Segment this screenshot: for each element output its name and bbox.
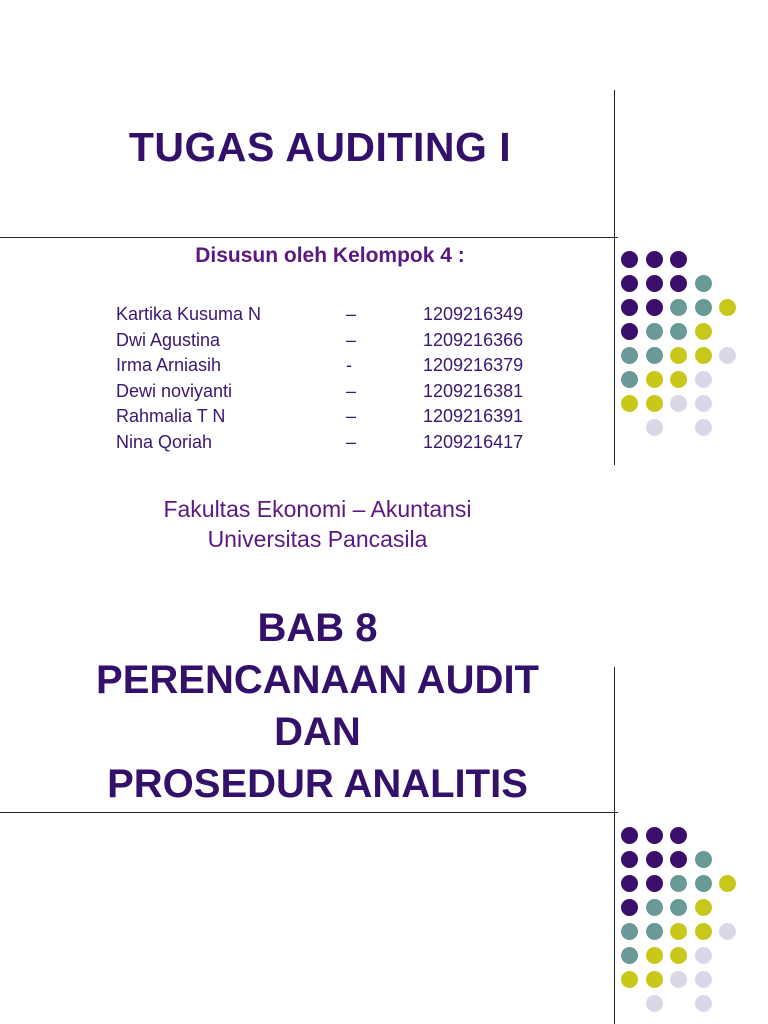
decorative-dot (670, 875, 687, 892)
decorative-dot (695, 395, 712, 412)
chapter-title (40, 602, 595, 810)
decorative-dot (670, 899, 687, 916)
member-name: Irma Arniasih (116, 355, 222, 375)
decorative-dot (670, 851, 687, 868)
decorative-dot (670, 299, 687, 316)
university-name: Universitas Pancasila (207, 526, 428, 552)
decorative-dot (646, 827, 663, 844)
decorative-dot (621, 275, 638, 292)
decorative-dot (646, 251, 663, 268)
vertical-divider (614, 90, 615, 465)
member-name: Dwi Agustina (116, 329, 221, 350)
decorative-dot (646, 371, 663, 388)
decorative-dot (646, 971, 663, 988)
decorative-dot (646, 995, 663, 1012)
decorative-dot (670, 395, 687, 412)
decorative-dot (695, 419, 712, 436)
group-subtitle: Disusun oleh Kelompok 4 : (195, 244, 465, 267)
decorative-dot (621, 947, 638, 964)
decorative-dot (695, 323, 712, 340)
decorative-dot (646, 875, 663, 892)
assignment-title: TUGAS AUDITING I (128, 124, 512, 170)
decorative-dot (670, 371, 687, 388)
decorative-dot (621, 971, 638, 988)
decorative-dot (670, 347, 687, 364)
decorative-dot (646, 395, 663, 412)
member-name: Kartika Kusuma N (116, 304, 262, 324)
decorative-dot (621, 827, 638, 844)
member-id: 1209216417 (423, 431, 524, 452)
member-id: 1209216379 (423, 355, 524, 375)
decorative-dot (719, 299, 736, 316)
horizontal-divider (0, 237, 618, 238)
decorative-dot (621, 371, 638, 388)
member-separator: – (346, 406, 357, 426)
decorative-dot (670, 947, 687, 964)
decorative-dot (695, 995, 712, 1012)
member-id: 1209216391 (423, 406, 524, 426)
decorative-dot (695, 923, 712, 940)
decorative-dot (695, 947, 712, 964)
decorative-dot (670, 323, 687, 340)
chapter-title-line: DAN (274, 710, 361, 754)
chapter-title-line: PROSEDUR ANALITIS (107, 762, 528, 806)
vertical-divider (614, 667, 615, 1024)
decorative-dot (621, 251, 638, 268)
decorative-dot (621, 875, 638, 892)
decorative-dot (670, 827, 687, 844)
decorative-dot (646, 899, 663, 916)
decorative-dot (646, 851, 663, 868)
decorative-dot (621, 299, 638, 316)
member-separator: – (346, 380, 357, 401)
decorative-dot (646, 923, 663, 940)
member-id: 1209216366 (423, 329, 524, 350)
decorative-dot (646, 323, 663, 340)
decorative-dot (646, 347, 663, 364)
decorative-dot (621, 347, 638, 364)
decorative-dot (670, 251, 687, 268)
decorative-dot (646, 299, 663, 316)
chapter-title-line: PERENCANAAN AUDIT (96, 658, 539, 702)
faculty-name: Fakultas Ekonomi – Akuntansi (163, 496, 472, 522)
decorative-dot (695, 971, 712, 988)
decorative-dot (670, 971, 687, 988)
decorative-dot (695, 851, 712, 868)
decorative-dot (621, 923, 638, 940)
decorative-dot (695, 275, 712, 292)
decorative-dot (670, 923, 687, 940)
decorative-dot (719, 347, 736, 364)
decorative-dot (695, 875, 712, 892)
decorative-dot (646, 275, 663, 292)
decorative-dot (670, 275, 687, 292)
slide-2 (0, 512, 768, 1024)
member-id: 1209216349 (423, 304, 524, 324)
decorative-dot (695, 299, 712, 316)
decorative-dot (646, 419, 663, 436)
member-name: Dewi noviyanti (116, 380, 233, 401)
horizontal-divider (0, 812, 618, 813)
decorative-dot (719, 875, 736, 892)
decorative-dot (621, 395, 638, 412)
member-name: Nina Qoriah (116, 431, 213, 452)
decorative-dot (719, 923, 736, 940)
member-separator: – (346, 304, 357, 324)
decorative-dot (621, 851, 638, 868)
member-id: 1209216381 (423, 380, 524, 401)
chapter-number: BAB 8 (257, 606, 378, 650)
decorative-dot (695, 899, 712, 916)
decorative-dot (646, 947, 663, 964)
member-separator: – (346, 329, 357, 350)
member-separator: - (346, 355, 352, 375)
decorative-dot (621, 323, 638, 340)
member-separator: – (346, 431, 357, 452)
decorative-dot (695, 347, 712, 364)
decorative-dot (695, 371, 712, 388)
member-name: Rahmalia T N (116, 406, 226, 426)
decorative-dot (621, 899, 638, 916)
